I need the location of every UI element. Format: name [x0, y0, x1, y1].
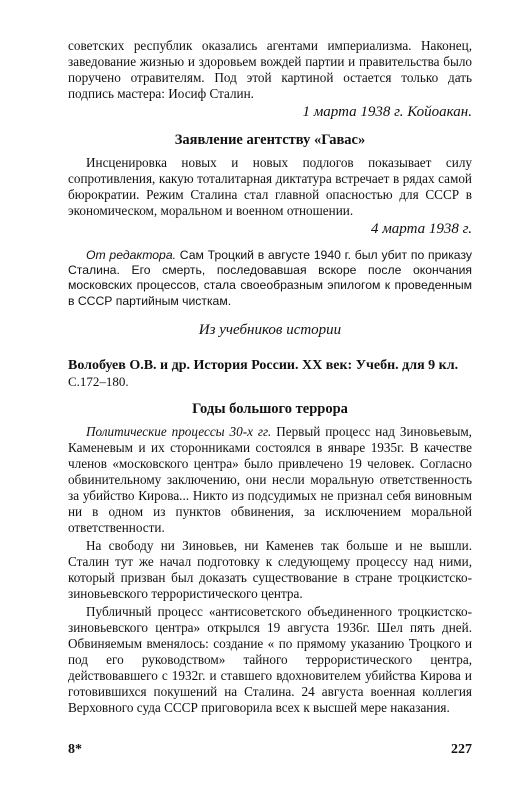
page-number: 227 — [451, 742, 472, 757]
statement-text: Инсценировка новых и новых подлогов показывает силу сопротивления, какую тоталитарная диктатура встречает в рядах самой бюрократии. Режим Сталина стал главной опасностью для СССР в экономическом, моральном и военном отношении. — [68, 155, 472, 218]
statement-date: 4 марта 1938 г. — [370, 221, 472, 237]
intro-signature: 1 марта 1938 г. Койоакан. — [302, 104, 472, 120]
section-paragraph-1-lead: Политические процессы 30-х гг. — [86, 423, 272, 439]
section-paragraph-2: На свободу ни Зиновьев, ни Каменев так больше и не вышли. Сталин тут же начал подготовку к следующему процессу над ними, который призван был доказать существование в стране троцкистско-зиновьевского террористического центра. — [68, 537, 472, 601]
bibliography-citation: Волобуев О.В. и др. История России. XX век: Учебн. для 9 кл. — [68, 357, 459, 373]
bibliography-pages: С.172–180. — [68, 373, 129, 389]
statement-title: Заявление агентству «Гавас» — [174, 132, 366, 148]
editor-note-lead: От редактора. — [86, 248, 176, 262]
textbook-subheading: Из учебников истории — [198, 321, 342, 338]
section-title: Годы большого террора — [192, 400, 348, 417]
editor-note — [68, 248, 472, 309]
intro-paragraph: советских республик оказались агентами империализма. Наконец, заведование жизнью и здоровьем вождей партии и правительства было поручено отравителям. Под этой картиной остается только дать подпись мастера: Иосиф Сталин. — [68, 38, 472, 101]
signature-mark: 8* — [68, 742, 82, 757]
section-paragraph-1 — [68, 424, 472, 536]
editor-note-text: Сам Троцкий в августе 1940 г. был убит по приказу Сталина. Его смерть, последовавшая вскоре после окончания московских процессов, стала своеобразным эпилогом к проведенным в СССР партийным чисткам. — [68, 248, 472, 308]
section-paragraph-3: Публичный процесс «антисоветского объединенного троцкистско-зиновьевского центра» открылся 19 августа 1936г. Шел пять дней. Обвиняемым вменялось: создание « по прямому указанию Троцкого и под его руководством» тайного террористического центра, действовавшего с 1932г. и ставшего вдохновителем убийства Кирова и готовившихся покушений на Сталина. 24 августа военная коллегия Верховного суда СССР приговорила всех к высшей мере наказания. — [68, 603, 472, 715]
section-paragraph-1-text: Первый процесс над Зиновьевым, Каменевым и их сторонниками состоялся в январе 1935г. В качестве членов «московского центра» было привлечено 19 человек. Согласно обвинительному заключению, они несли моральную ответственность за убийство Кирова... Никто из подсудимых не признал себя виновным ни в одном из пунктов обвинения, за исключением моральной ответственности. — [68, 423, 472, 535]
